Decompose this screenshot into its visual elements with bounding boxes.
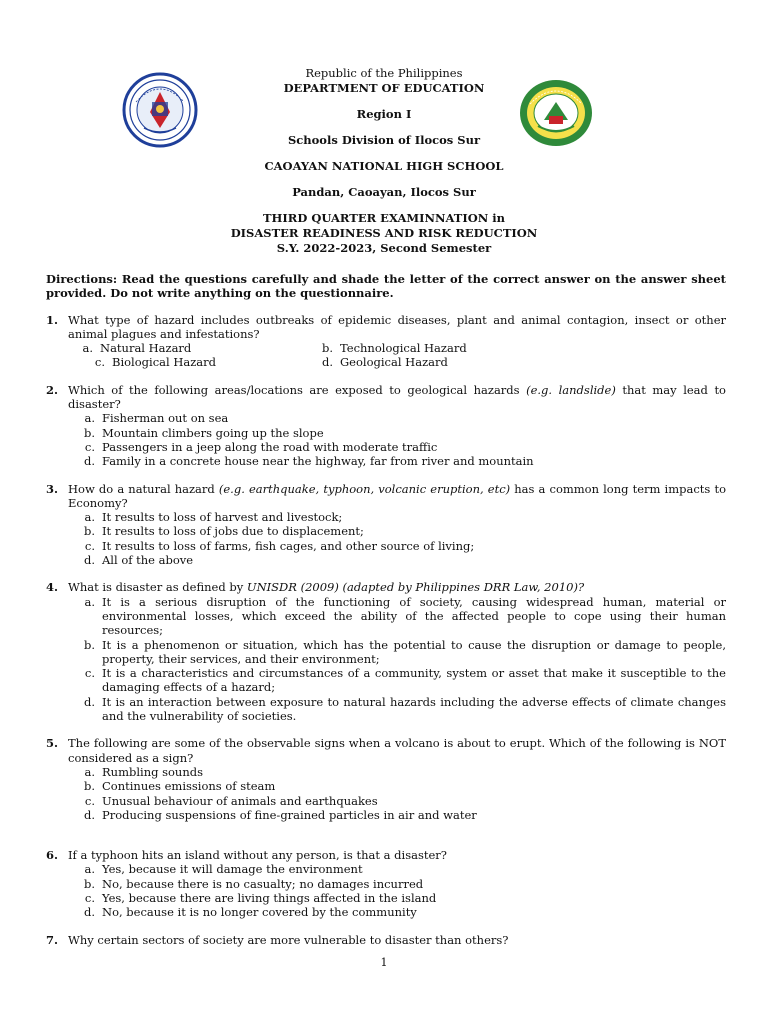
question-number: 5. — [46, 736, 59, 751]
school-name: CAOAYAN NATIONAL HIGH SCHOOL — [264, 159, 504, 173]
question-text: How do a natural hazard (e.g. earthquake, typhoon, volcanic eruption, etc) has a common long term impacts to Economy? — [68, 481, 726, 510]
option-a: a. It is a serious disruption of the functioning of society, causing widespread human, material or environmental losses, which exceed the ability of the affected people to cope using their human resources; — [84, 594, 726, 638]
division-line: Schools Division of Ilocos Sur — [287, 133, 481, 147]
question-text: If a typhoon hits an island without any person, is that a disaster? — [68, 848, 447, 863]
option-c: c. It results to loss of farms, fish cages, and other source of living; — [84, 538, 475, 553]
region-line: Region I — [356, 107, 412, 121]
option-d: d. Geological Hazard — [321, 355, 448, 370]
question-6 — [46, 848, 726, 919]
exam-subject: DISASTER READINESS AND RISK REDUCTION — [230, 226, 538, 240]
option-d: d. Family in a concrete house near the highway, far from river and mountain — [83, 454, 534, 469]
exam-content — [46, 272, 726, 947]
question-number: 4. — [46, 580, 59, 595]
question-text: Why certain sectors of society are more vulnerable to disaster than others? — [68, 932, 509, 947]
option-d: d. No, because it is no longer covered by the community — [83, 905, 417, 920]
option-d: d. Producing suspensions of fine-grained particles in air and water — [83, 807, 477, 822]
option-d: d. It is an interaction between exposure to natural hazards including the adverse effects of climate changes and the vulnerability of societies. — [83, 694, 726, 724]
option-b: b. Mountain climbers going up the slope — [83, 425, 324, 440]
republic-line: Republic of the Philippines — [305, 66, 463, 80]
option-d: d. All of the above — [83, 553, 194, 568]
exam-school-year: S.Y. 2022-2023, Second Semester — [276, 241, 492, 255]
question-number: 2. — [46, 382, 59, 397]
option-a: a. Yes, because it will damage the environment — [84, 862, 363, 877]
option-b: b. Continues emissions of steam — [83, 779, 276, 794]
question-text: What is disaster as defined by UNISDR (2009) (adapted by Philippines DRR Law, 2010)? — [68, 580, 585, 595]
exam-title: THIRD QUARTER EXAMINNATION in — [262, 211, 506, 225]
options-grid — [68, 341, 726, 370]
department-line: DEPARTMENT OF EDUCATION — [283, 81, 485, 95]
question-5 — [46, 736, 726, 822]
option-b: b. It results to loss of jobs due to displacement; — [83, 524, 364, 539]
question-number: 1. — [46, 312, 59, 327]
question-text: Which of the following areas/locations are exposed to geological hazards (e.g. landslide) that may lead to disaster? — [68, 382, 726, 412]
question-2 — [46, 383, 726, 469]
option-a: a. It results to loss of harvest and livestock; — [84, 510, 343, 525]
option-c: c. Passengers in a jeep along the road with moderate traffic — [84, 439, 438, 454]
question-1 — [46, 313, 726, 370]
option-c: c. Biological Hazard — [94, 355, 216, 370]
page-number: 1 — [380, 956, 388, 969]
option-a: a. Fisherman out on sea — [84, 411, 229, 426]
question-number: 7. — [46, 932, 59, 947]
option-c: c. It is a characteristics and circumstances of a community, system or asset that make it susceptible to the damaging effects of a hazard; — [84, 666, 726, 695]
option-b: b. No, because there is no casualty; no damages incurred — [83, 876, 424, 891]
directions: Directions: Read the questions carefully and shade the letter of the correct answer on the answer sheet provided. Do not write anything on the questionnaire. — [46, 272, 726, 301]
school-address: Pandan, Caoayan, Ilocos Sur — [292, 185, 476, 199]
option-c: c. Unusual behaviour of animals and earthquakes — [84, 793, 378, 808]
option-a: a. Natural Hazard — [82, 341, 192, 356]
document-header — [0, 66, 768, 256]
option-b: b. It is a phenomenon or situation, which has the potential to cause the disruption or damage to people, property, their services, and their environment; — [83, 637, 726, 666]
question-number: 6. — [46, 848, 59, 863]
option-a: a. Rumbling sounds — [84, 764, 204, 779]
question-4 — [46, 580, 726, 723]
question-3 — [46, 482, 726, 568]
option-b: b. Technological Hazard — [321, 341, 467, 356]
question-number: 3. — [46, 481, 59, 496]
question-7 — [46, 933, 726, 947]
question-text: What type of hazard includes outbreaks of epidemic diseases, plant and animal contagion, insect or other animal plagues and infestations? — [68, 312, 726, 341]
question-text: The following are some of the observable signs when a volcano is about to erupt. Which of the following is NOT considered as a sign? — [68, 736, 726, 765]
option-c: c. Yes, because there are living things affected in the island — [84, 890, 437, 905]
